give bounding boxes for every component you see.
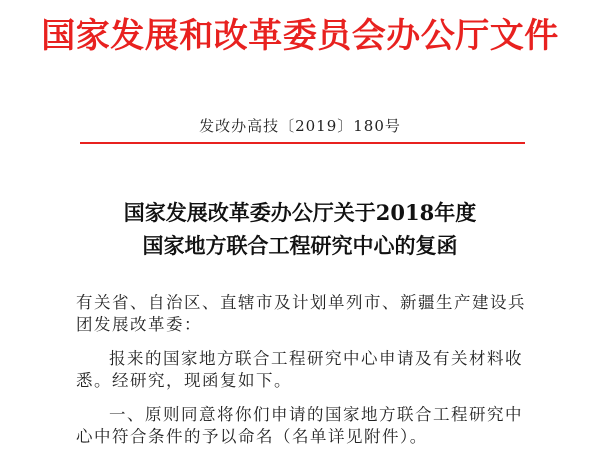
body-paragraph-1: 报来的国家地方联合工程研究中心申请及有关材料收悉。经研究，现函复如下。 xyxy=(76,349,523,390)
issuer-header: 国家发展和改革委员会办公厅文件 xyxy=(41,16,559,56)
document-number: 发改办高技〔2019〕180号 xyxy=(199,117,401,135)
recipients-paragraph: 有关省、自治区、直辖市及计划单列市、新疆生产建设兵团发展改革委： xyxy=(76,293,526,334)
document-title-line-1: 国家发展改革委办公厅关于2018年度 xyxy=(123,200,477,225)
header-divider xyxy=(80,142,525,144)
body-paragraph-2: 一、原则同意将你们申请的国家地方联合工程研究中心中符合条件的予以命名（名单详见附件）。 xyxy=(76,405,523,446)
document-title-line-2: 国家地方联合工程研究中心的复函 xyxy=(142,233,458,258)
